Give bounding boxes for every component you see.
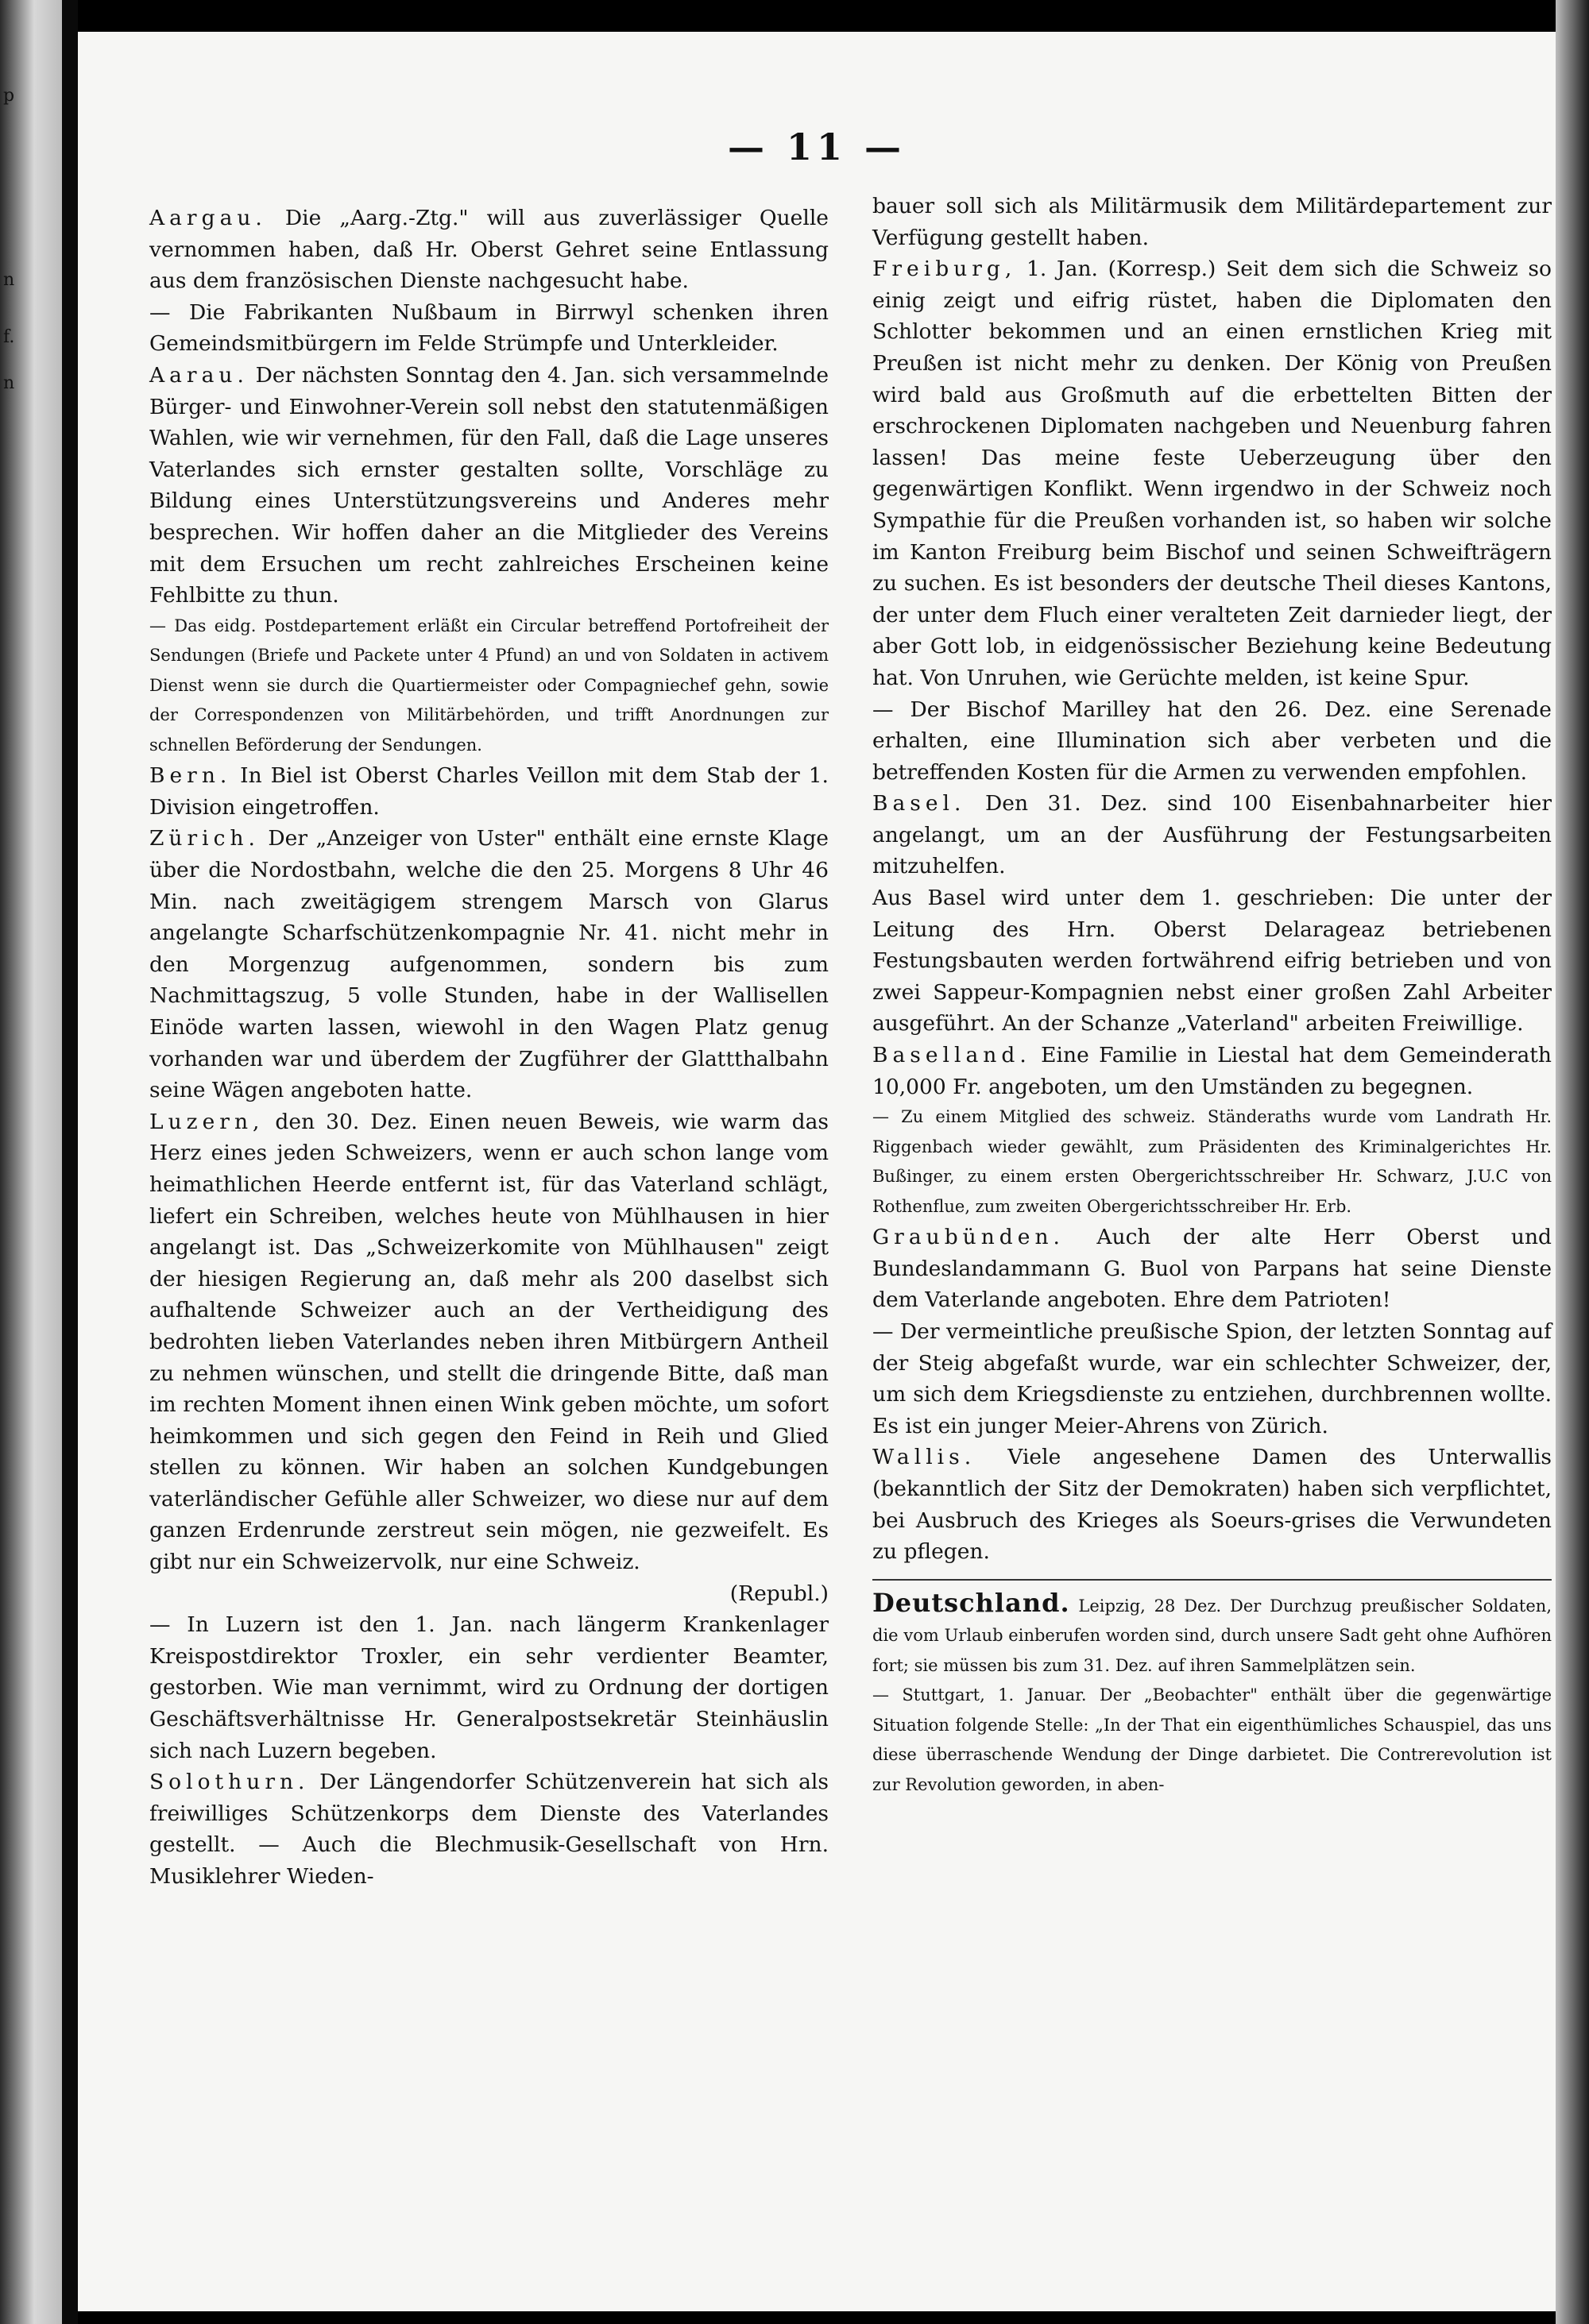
article-freiburg-2 (872, 694, 1552, 789)
article-wallis-1 (872, 1442, 1552, 1567)
newspaper-page (78, 32, 1556, 2311)
article-text: den 30. Dez. Einen neuen Beweis, wie warm das Herz eines jeden Schweizers, wenn er auch schon lange vom heimathlichen Heerde entfernt ist, für das Vaterland schlägt, liefert ein Schreiben, welches heute von Mühlhausen in hier angelangt ist. Das „Schweizerkomite von Mühlhausen" zeigt der hiesigen Regierung an, daß mehr als 200 daselbst sich aufhaltende Schweizer auch an der Vertheidigung des bedrohten lieben Vaterlandes neben ihren Mitbürgern Antheil zu nehmen wünschen, und stellt die dringende Bitte, daß man im rechten Moment ihnen einen Wink geben möchte, um sofort heimkommen und sich gegen den Feind in Reih und Glied stellen zu können. Wir haben an solchen Kundgebungen vaterländischer Gefühle aller Schweizer, wo diese nur auf dem ganzen Erdenrunde zerstreut sein mögen, nie gezweifelt. Es gibt nur ein Schweizervolk, nur eine Schweiz. (149, 1109, 829, 1575)
article-text: Leipzig, 28 Dez. Der Durchzug preußischer Soldaten, die vom Urlaub einberufen worden sind, durch unsere Sadt geht ohne Aufhören fort; sie müssen bis zum 31. Dez. auf ihren Sammelplätzen sein. (872, 1596, 1552, 1675)
previous-page-edge (0, 0, 62, 2324)
article-dateline: Aargau. (149, 206, 267, 230)
article-post-1 (149, 612, 829, 761)
article-text: In Biel ist Oberst Charles Veillon mit dem Stab der 1. Division eingetroffen. (149, 763, 829, 820)
article-luzern-1 (149, 1106, 829, 1578)
prev-page-fragment: n (3, 270, 15, 290)
article-text: — Das eidg. Postdepartement erläßt ein Circular betreffend Portofreiheit der Sendungen (Briefe und Packete unter 4 Pfund) an und von Soldaten in activem Dienst wenn sie durch die Quartiermeister oder Compagniechef gehn, sowie der Correspondenzen von Militärbehörden, und trifft Anordnungen zur schnellen Beförderung der Sendungen. (149, 616, 829, 755)
book-gutter (62, 0, 78, 2324)
article-text: Aus Basel wird unter dem 1. geschrieben: Die unter der Leitung des Hrn. Oberst Delarageaz betriebenen Festungsbauten werden fortwährend eifrig betrieben und von zwei Sappeur-Kompagnien nebst einer großen Zahl Arbeiter ausgeführt. An der Schanze „Vaterland" arbeiten Freiwillige. (872, 886, 1552, 1037)
article-text: Der „Anzeiger von Uster" enthält eine ernste Klage über die Nordostbahn, welche die den 25. Morgens 8 Uhr 46 Min. nach zweitägigem strengem Marsch von Glarus angelangte Scharfschützenkompagnie Nr. 41. nicht mehr in den Morgenzug aufgenommen, sondern bis zum Nachmittagszug, 5 volle Stunden, habe in der Wallisellen Einöde warten lassen, wiewohl in den Wagen Platz genug vorhanden war und überdem der Zugführer der Glattthalbahn seine Wägen angeboten hatte. (149, 826, 829, 1103)
article-dateline: Freiburg, (872, 257, 1017, 282)
article-text: bauer soll sich als Militärmusik dem Militärdepartement zur Verfügung gestellt haben. (872, 194, 1552, 250)
article-standerath (872, 1102, 1552, 1222)
article-text: — Zu einem Mitglied des schweiz. Ständeraths wurde vom Landrath Hr. Riggenbach wieder gewählt, zum Präsidenten des Kriminalgerichtes Hr. Bußinger, zu einem ersten Obergerichtsschreiber Hr. Schwarz, J.U.C von Rothenflue, zum zweiten Obergerichtsschreiber Hr. Erb. (872, 1107, 1552, 1216)
article-dateline: Graubünden. (872, 1225, 1065, 1250)
article-text: — Die Fabrikanten Nußbaum in Birrwyl schenken ihren Gemeindsmitbürgern im Felde Strümpfe und Unterkleider. (149, 299, 829, 357)
article-graubuenden-2 (872, 1316, 1552, 1442)
article-aarau-1 (149, 360, 829, 612)
article-dateline: Deutschland. (872, 1587, 1070, 1618)
article-sol-cont (872, 191, 1552, 253)
section-divider (872, 1579, 1552, 1581)
article-dateline: Luzern, (149, 1109, 265, 1134)
article-text: Eine Familie in Liestal hat dem Gemeinderath 10,000 Fr. angeboten, um den Umständen zu begegnen. (872, 1043, 1552, 1099)
article-text: Viele angesehene Damen des Unterwallis (bekanntlich der Sitz der Demokraten) haben sich verpflichtet, bei Ausbruch des Krieges als Soeurs-grises die Verwundeten zu pflegen. (872, 1445, 1552, 1565)
article-zuerich-1 (149, 823, 829, 1106)
article-text: — Stuttgart, 1. Januar. Der „Beobachter" enthält über die gegenwärtige Situation folgende Stelle: „In der That ein eigenthümliches Schauspiel, das uns diese überraschende Wendung der Dinge darbietet. Die Contrerevolution ist zur Revolution geworden, in aben- (872, 1685, 1552, 1794)
prev-page-fragment: f. (3, 327, 15, 347)
page-right-edge (1556, 0, 1589, 2324)
article-luzern-src (149, 1578, 829, 1610)
article-solothurn-1 (149, 1766, 829, 1892)
article-aargau-1 (149, 203, 829, 297)
article-dateline: Bern. (149, 763, 232, 789)
article-text: (Republ.) (729, 1581, 829, 1606)
article-dateline: Wallis. (872, 1445, 976, 1470)
article-text: Die „Aarg.-Ztg." will aus zuverlässiger Quelle vernommen haben, daß Hr. Oberst Gehret seine Entlassung aus dem französischen Dienste nachgesucht habe. (149, 206, 829, 294)
prev-page-fragment: p (3, 86, 15, 106)
article-dateline: Zürich. (149, 826, 260, 851)
article-dateline: Aarau. (149, 362, 249, 388)
article-dateline: Basel. (872, 791, 966, 816)
article-stuttgart-1 (872, 1681, 1552, 1800)
left-column (149, 203, 829, 1893)
article-text: Auch der alte Herr Oberst und Bundeslandammann G. Buol von Parpans hat seine Dienste dem Vaterlande angeboten. Ehre dem Patrioten! (872, 1225, 1552, 1313)
article-basel-2 (872, 882, 1552, 1040)
article-text: — Der vermeintliche preußische Spion, der letzten Sonntag auf der Steig abgefaßt wurde, war ein schlechter Schweizer, der, um sich dem Kriegsdienste zu entziehen, durchbrennen wollte. Es ist ein junger Meier-Ahrens von Zürich. (872, 1319, 1552, 1438)
article-graubuenden-1 (872, 1222, 1552, 1316)
article-aargau-2 (149, 297, 829, 360)
article-luzern-2 (149, 1609, 829, 1766)
prev-page-fragment: n (3, 373, 15, 393)
right-column (872, 191, 1552, 1800)
article-baselland-1 (872, 1040, 1552, 1102)
article-text: Den 31. Dez. sind 100 Eisenbahnarbeiter hier angelangt, um an der Ausführung der Festungsarbeiten mitzuhelfen. (872, 791, 1552, 879)
page-number: — 11 — (727, 125, 907, 168)
article-text: 1. Jan. (Korresp.) Seit dem sich die Schweiz so einig zeigt und eifrig rüstet, haben die Diplomaten den Schlotter bekommen und an einen ernstlichen Krieg mit Preußen ist nicht mehr zu denken. Der König von Preußen wird bald aus Großmuth auf die erbettelten Bitten der erschrockenen Diplomaten nachgeben und Neuenburg fahren lassen! Das meine feste Ueberzeugung über den gegenwärtigen Konflikt. Wenn irgendwo in der Schweiz noch Sympathie für die Preußen vorhanden ist, so haben wir solche im Kanton Freiburg beim Bischof und seinen Schweifträgern zu suchen. Es ist besonders der deutsche Theil dieses Kantons, der unter dem Fluch einer veralteten Zeit darnieder liegt, der aber Gott lob, in eidgenössischer Beziehung keine Bedeutung hat. Von Unruhen, wie Gerüchte melden, ist keine Spur. (872, 257, 1552, 690)
article-text: Der nächsten Sonntag den 4. Jan. sich versammelnde Bürger- und Einwohner-Verein soll nebst den statutenmäßigen Wahlen, wie wir vernehmen, für den Fall, daß die Lage unseres Vaterlandes sich ernster gestalten sollte, Vorschläge zu Bildung eines Unterstützungsvereins und Anderes mehr besprechen. Wir hoffen daher an die Mitglieder des Vereins mit dem Ersuchen um recht zahlreiches Erscheinen keine Fehlbitte zu thun. (149, 362, 829, 608)
article-text: Der Längendorfer Schützenverein hat sich als freiwilliges Schützenkorps dem Dienste des Vaterlandes gestellt. — Auch die Blechmusik-Gesellschaft von Hrn. Musiklehrer Wieden- (149, 1770, 829, 1889)
article-bern-1 (149, 760, 829, 823)
article-dateline: Baselland. (872, 1043, 1031, 1068)
article-deutschland-1 (872, 1589, 1552, 1681)
article-freiburg-1 (872, 253, 1552, 693)
article-basel-1 (872, 788, 1552, 882)
article-dateline: Solothurn. (149, 1770, 310, 1795)
article-text: — In Luzern ist den 1. Jan. nach längerm Krankenlager Kreispostdirektor Troxler, ein sehr verdienter Beamter, gestorben. Wie man vernimmt, wird zu Ordnung der dortigen Geschäftsverhältnisse Hr. Generalpostsekretär Steinhäuslin sich nach Luzern begeben. (149, 1612, 829, 1763)
article-text: — Der Bischof Marilley hat den 26. Dez. eine Serenade erhalten, eine Illumination sich aber verbeten und die betreffenden Kosten für die Armen zu verwenden empfohlen. (872, 697, 1552, 785)
